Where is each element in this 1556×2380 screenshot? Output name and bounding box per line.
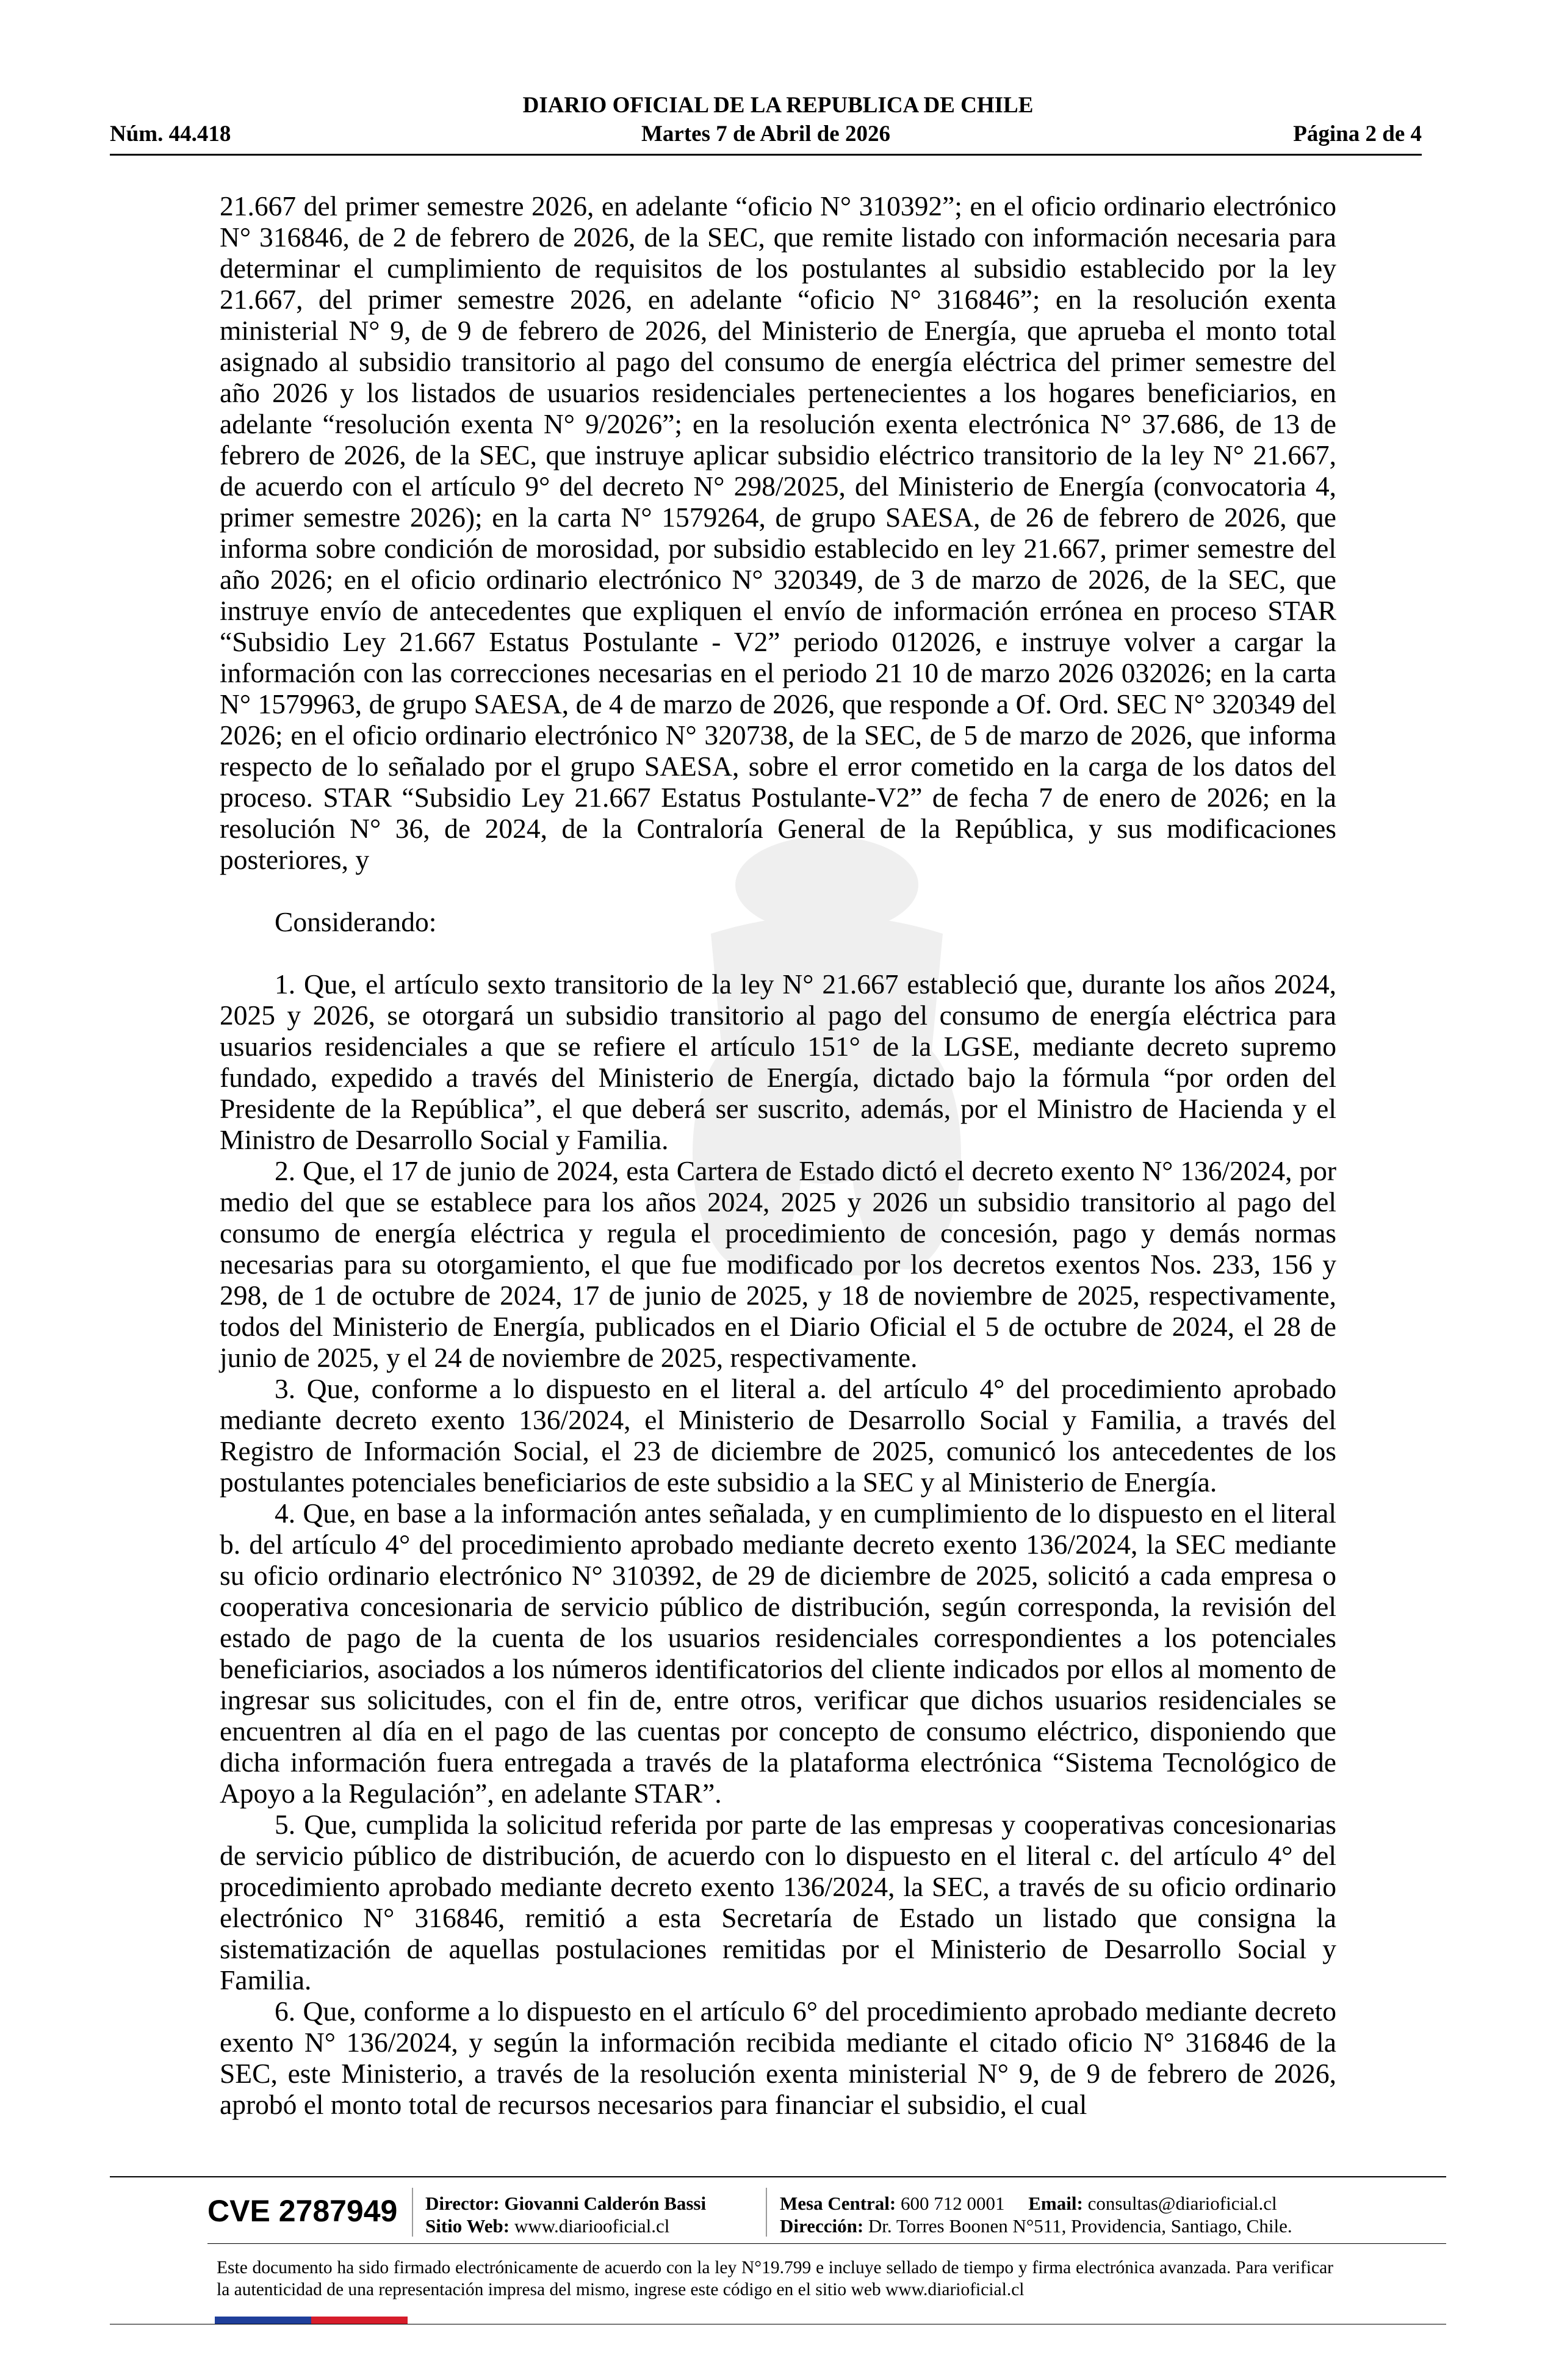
issue-number: Núm. 44.418 [110,121,231,146]
consideration-1: 1. Que, el artículo sexto transitorio de la ley N° 21.667 estableció que, durante los años 2024, 2025 y 2026, se otorgará un subsidio transitorio al pago del consumo de energía eléctrica para usuarios residenciales a que se refiere el artículo 151° de la LGSE, mediante decreto supremo fundado, expedido a través del Ministerio de Energía, dictado bajo la fórmula “por orden del Presidente de la República”, el que deberá ser suscrito, además, por el Ministro de Hacienda y el Ministro de Desarrollo Social y Familia. [220,968,1336,1155]
flag-stripe-red [311,2317,408,2324]
consideration-2: 2. Que, el 17 de junio de 2024, esta Cartera de Estado dictó el decreto exento N° 136/2024, por medio del que se establece para los años 2024, 2025 y 2026 un subsidio transitorio al pago del consumo de energía eléctrica y regula el procedimiento de concesión, pago y demás normas necesarias para su otorgamiento, el que fue modificado por los decretos exentos Nos. 233, 156 y 298, de 1 de octubre de 2024, 17 de junio de 2025, y 18 de noviembre de 2025, respectivamente, todos del Ministerio de Energía, publicados en el Diario Oficial el 5 de octubre de 2024, el 28 de junio de 2025, y el 24 de noviembre de 2025, respectivamente. [220,1155,1336,1373]
director-label: Director: [425,2193,500,2214]
footer-separator [766,2188,767,2237]
consideration-4: 4. Que, en base a la información antes señalada, y en cumplimiento de lo dispuesto en el literal b. del artículo 4° del procedimiento aprobado mediante decreto exento 136/2024, la SEC mediante su oficio ordinario electrónico N° 310392, de 29 de diciembre de 2025, solicitó a cada empresa o cooperativa concesionaria de servicio público de distribución, según corresponda, la revisión del estado de pago de la cuenta de los usuarios residenciales correspondientes a los potenciales beneficiarios, asociados a los números identificatorios del cliente indicados por ellos al momento de ingresar sus solicitudes, con el fin de, entre otros, verificar que dichos usuarios residenciales se encuentren al día en el pago de las cuentas por concepto de consumo eléctrico, disponiendo que dicha información fuera entregada a través de la plataforma electrónica “Sistema Tecnológico de Apoyo a la Regulación”, en adelante STAR”. [220,1498,1336,1809]
issue-date: Martes 7 de Abril de 2026 [641,121,890,146]
flag-stripe-blue [215,2317,311,2324]
page-indicator: Página 2 de 4 [1293,121,1422,146]
website-link[interactable]: www.diariooficial.cl [514,2215,670,2237]
consideration-6: 6. Que, conforme a lo dispuesto en el artículo 6° del procedimiento aprobado mediante decreto exento N° 136/2024, y según la información recibida mediante el citado oficio N° 316846 de la SEC, este Ministerio, a través de la resolución exenta ministerial N° 9, de 9 de febrero de 2026, aprobó el monto total de recursos necesarios para financiar el subsidio, el cual [220,1996,1336,2120]
contact-block [780,2192,1292,2237]
consideration-3: 3. Que, conforme a lo dispuesto en el literal a. del artículo 4° del procedimiento aprobado mediante decreto exento 136/2024, el Ministerio de Desarrollo Social y Familia, a través del Registro de Información Social, el 23 de diciembre de 2025, comunicó los antecedentes de los postulantes potenciales beneficiarios de este subsidio a la SEC y al Ministerio de Energía. [220,1373,1336,1498]
email-link[interactable]: consultas@diarioficial.cl [1087,2193,1277,2214]
considering-heading: Considerando: [275,906,437,937]
website-label: Sitio Web: [425,2215,510,2237]
director-name: Giovanni Calderón Bassi [504,2193,707,2214]
document-body [220,190,1336,2120]
consideration-5: 5. Que, cumplida la solicitud referida por parte de las empresas y cooperativas concesionarias de servicio público de distribución, de acuerdo con lo dispuesto en el literal c. del artículo 4° del procedimiento aprobado mediante decreto exento 136/2024, la SEC, a través de su oficio ordinario electrónico N° 316846, remitió a esta Secretaría de Estado un listado que consigna la sistematización de aquellas postulaciones remitidas por el Ministerio de Desarrollo Social y Familia. [220,1809,1336,1996]
signature-disclaimer: Este documento ha sido firmado electrónicamente de acuerdo con la ley N°19.799 e incluye sellado de tiempo y firma electrónica avanzada. Para verificar la autenticidad de una representación impresa del mismo, ingrese este código en el sitio web www.diarioficial.cl [217,2258,1333,2299]
cve-code: CVE 2787949 [207,2194,398,2228]
address-label: Dirección: [780,2215,864,2237]
footer-separator [412,2188,413,2237]
address-text: Dr. Torres Boonen N°511, Providencia, Santiago, Chile. [868,2215,1292,2237]
email-label: Email: [1028,2193,1083,2214]
footer-divider-top [110,2176,1446,2177]
phone-number: 600 712 0001 [901,2193,1005,2214]
newspaper-title: DIARIO OFICIAL DE LA REPUBLICA DE CHILE [522,93,1034,118]
header-divider [110,154,1422,156]
phone-label: Mesa Central: [780,2193,896,2214]
director-block [425,2192,706,2237]
footer-divider-mid [207,2243,1446,2244]
intro-paragraph: 21.667 del primer semestre 2026, en adelante “oficio N° 310392”; en el oficio ordinario electrónico N° 316846, de 2 de febrero de 2026, de la SEC, que remite listado con información necesaria para determinar el cumplimiento de requisitos de los postulantes al subsidio establecido por la ley 21.667, del primer semestre 2026, en adelante “oficio N° 316846”; en la resolución exenta ministerial N° 9, de 9 de febrero de 2026, del Ministerio de Energía, que aprueba el monto total asignado al subsidio transitorio al pago del consumo de energía eléctrica del primer semestre del año 2026 y los listados de usuarios residenciales pertenecientes a los hogares beneficiarios, en adelante “resolución exenta N° 9/2026”; en la resolución exenta electrónica N° 37.686, de 13 de febrero de 2026, de la SEC, que instruye aplicar subsidio eléctrico transitorio de la ley N° 21.667, de acuerdo con el artículo 9° del decreto N° 298/2025, del Ministerio de Energía (convocatoria 4, primer semestre 2026); en la carta N° 1579264, de grupo SAESA, de 26 de febrero de 2026, que informa sobre condición de morosidad, por subsidio establecido en ley 21.667, primer semestre del año 2026; en el oficio ordinario electrónico N° 320349, de 3 de marzo de 2026, de la SEC, que instruye envío de antecedentes que expliquen el envío de información errónea en proceso STAR “Subsidio Ley 21.667 Estatus Postulante - V2” periodo 012026, e instruye volver a cargar la información con las correcciones necesarias en el periodo 21 10 de marzo 2026 032026; en la carta N° 1579963, de grupo SAESA, de 4 de marzo de 2026, que responde a Of. Ord. SEC N° 320349 del 2026; en el oficio ordinario electrónico N° 320738, de la SEC, de 5 de marzo de 2026, que informa respecto de lo señalado por el grupo SAESA, sobre el error cometido en la carga de los datos del proceso. STAR “Subsidio Ley 21.667 Estatus Postulante-V2” de fecha 7 de enero de 2026; en la resolución N° 36, de 2024, de la Contraloría General de la República, y sus modificaciones posteriores, y [220,190,1336,875]
